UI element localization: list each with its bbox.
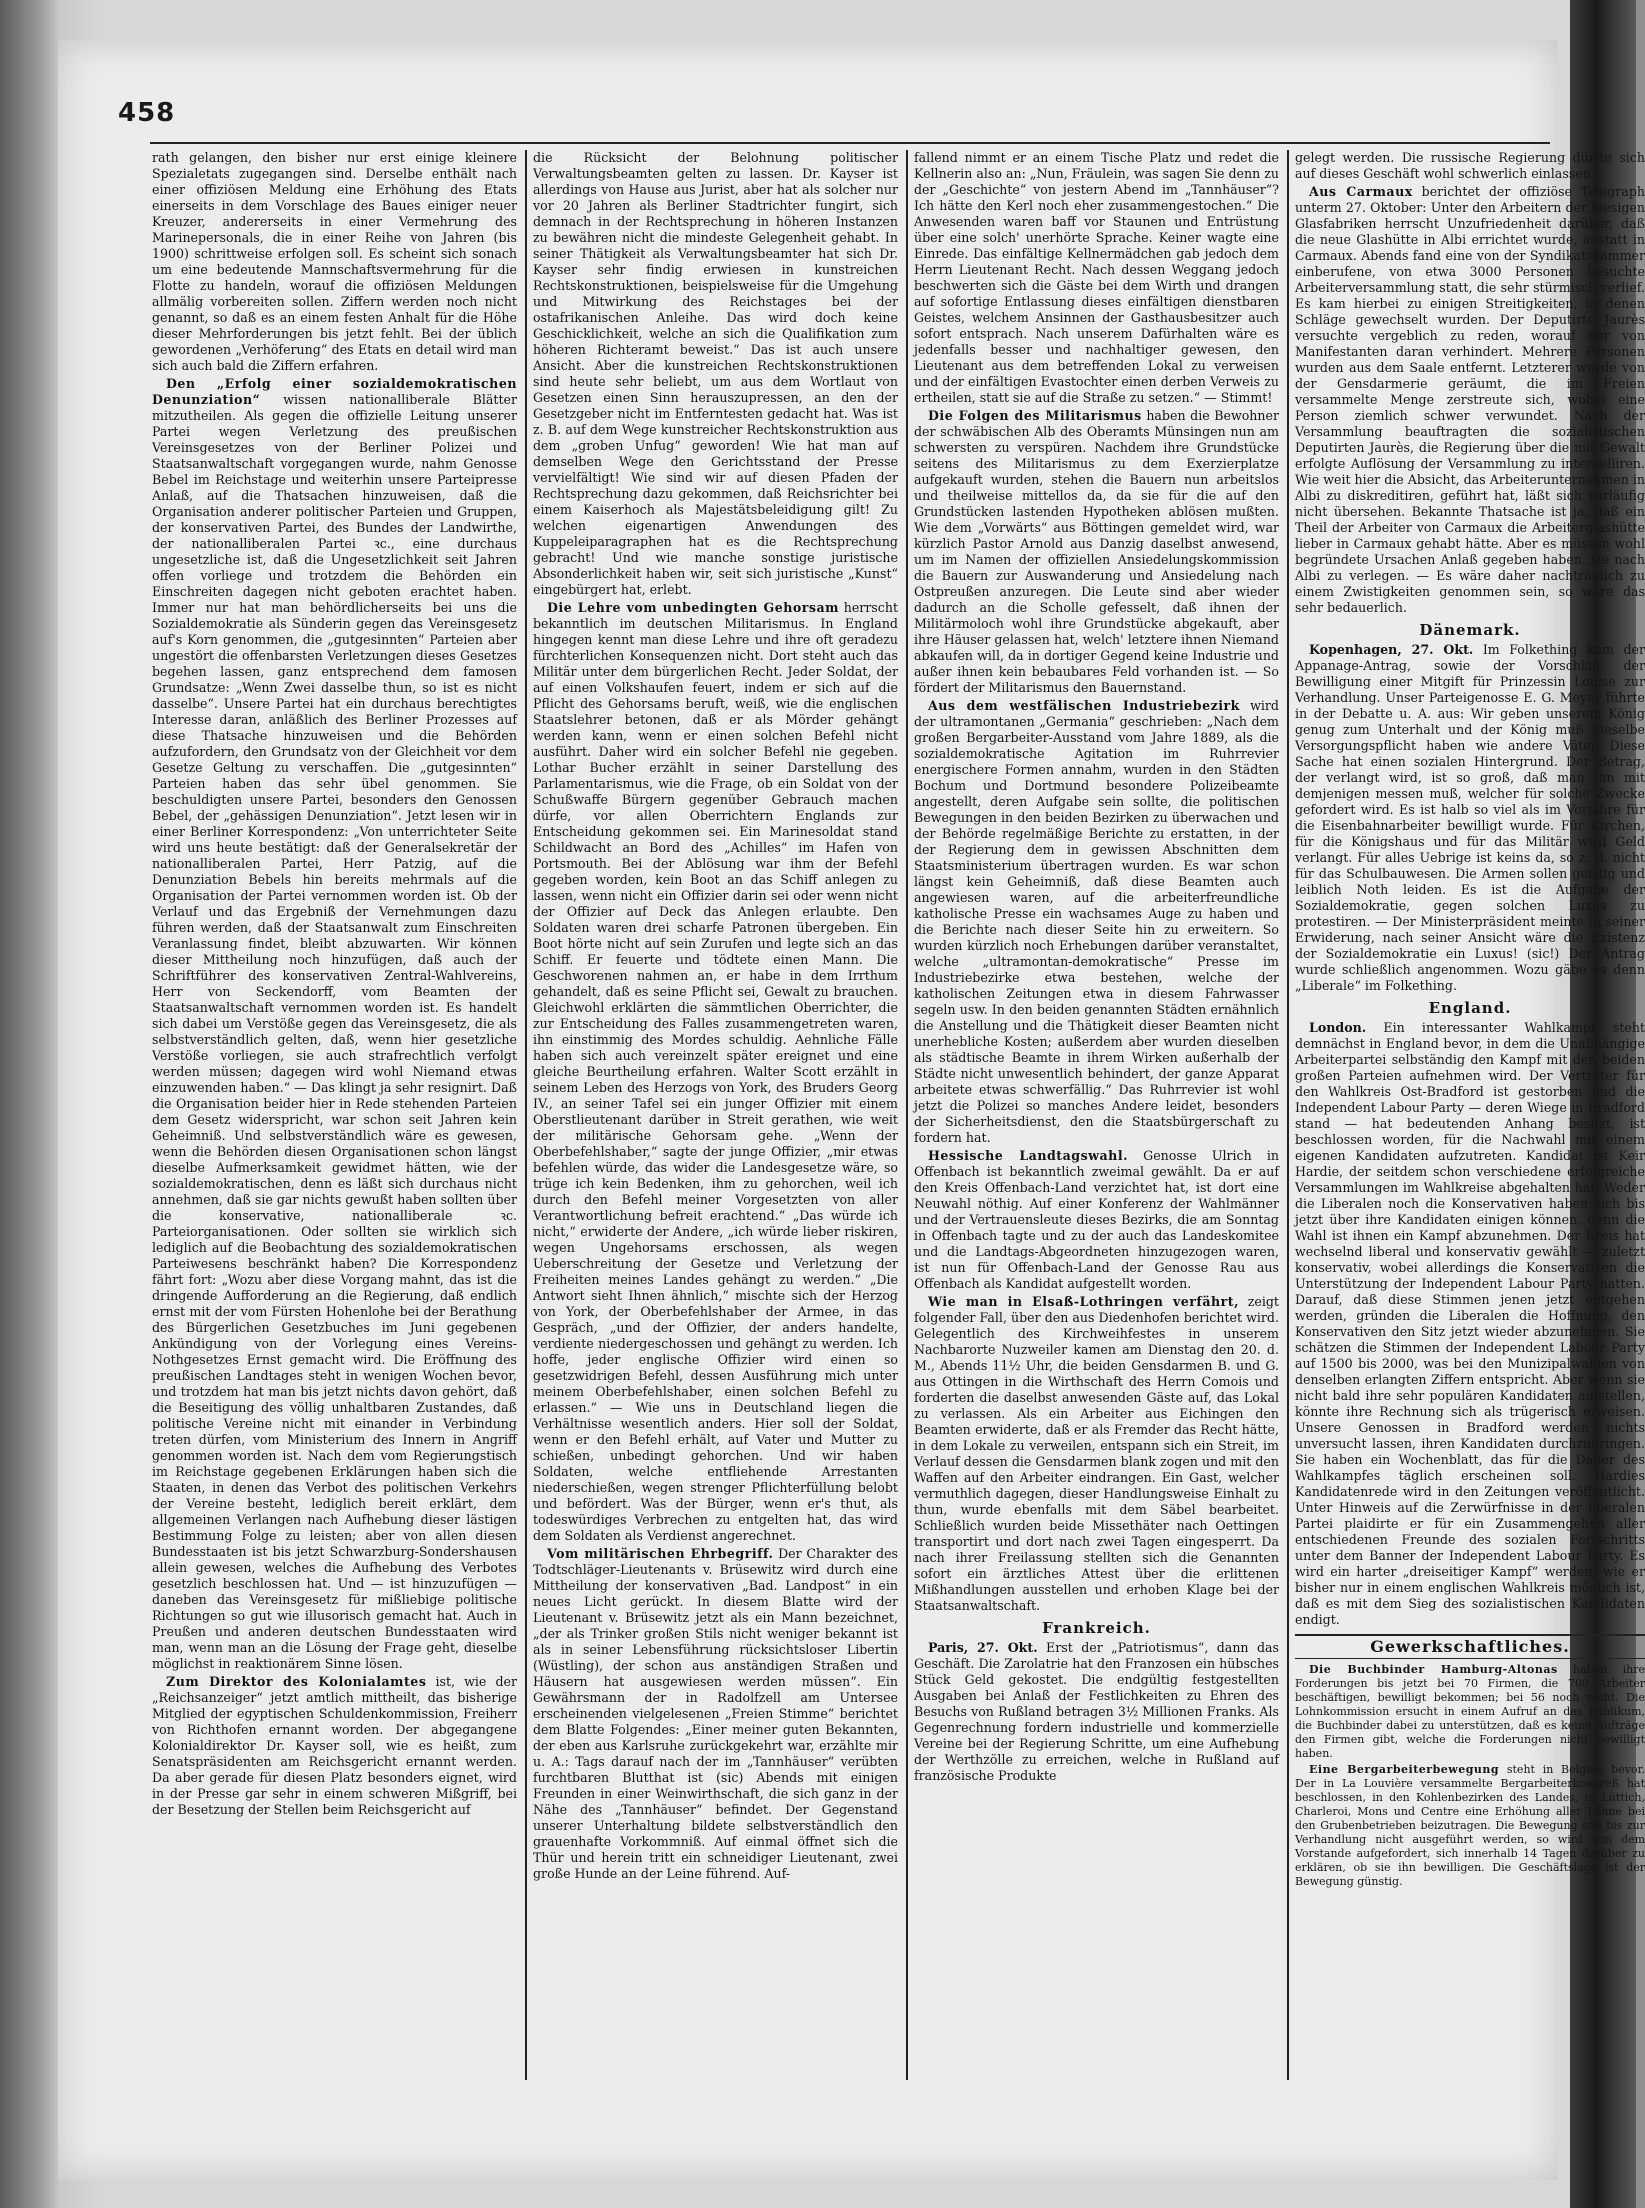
article-dateline: Kopenhagen, 27. Okt. (1309, 642, 1474, 657)
article-heading: Zum Direktor des Kolonialamtes (166, 1674, 427, 1689)
article-paragraph (1295, 184, 1645, 616)
article-heading: Den „Erfolg einer sozialdemokratischen Denunziation“ (152, 376, 517, 407)
article-text: berichtet der offiziöse Telegraph unterm 27. Oktober: Unter den Arbeitern der hiesigen Glasfabriken herrscht Unzufriedenheit darüber, daß die neue Glashütte in Albi errichtet wurde, anstatt in Carmaux. Abends fand eine von der Syndikatskammer einberufene, von etwa 3000 Personen besuchte Arbeiterversammlung statt, die sehr stürmisch verlief. Es kam hierbei zu einigen Streitigkeiten, in denen Schläge gewechselt wurden. Der Deputirte Jaurès versuchte vergeblich zu reden, worauf der von Manifestanten daran verhindert. Mehrere Personen wurden aus dem Saale entfernt. Letzterer wurde von der Gensdarmerie geräumt, die im Freien versammelte Menge zerstreute sich, wobei eine Person ziemlich schwer verwundet. Nach der Versammlung beauftragten die sozialistischen Deputirten Jaurès, die Regierung über die mit Gewalt erfolgte Auflösung der Versammlung zu interpelliren. Wie weit hier die Absicht, das Arbeiterunternehmen in Albi zu diskreditiren, geführt hat, läßt sich vorläufig nicht übersehen. Bekannte Thatsache ist ja, daß ein Theil der Arbeiter von Carmaux die Arbeiterglashütte lieber in Carmaux gehabt hätte. Aber es müssen wohl begründete Ursachen Anlaß gegeben haben, sie nach Albi zu verlegen. — Es wäre daher nachträglich zu einem Zwistigkeiten genommen sein, so wäre das sehr bedauerlich. (1295, 184, 1645, 615)
article-heading: Eine Bergarbeiterbewegung (1309, 1763, 1500, 1776)
section-title: England. (1428, 999, 1512, 1017)
article-text: zeigt folgender Fall, über den aus Diedenhofen berichtet wird. Gelegentlich des Kirchweihfestes in unserem Nachbarorte Nuzweiler kamen am Dienstag den 20. d. M., Abends 11½ Uhr, die beiden Gensdarmen B. und G. aus Ottingen in die Wirthschaft des Herrn Comois und forderten die daselbst anwesenden Gäste auf, das Lokal zu verlassen. Als ein Arbeiter aus Eichingen den Beamten erwiderte, daß er als Fremder das Recht hätte, in dem Lokale zu verweilen, entspann sich ein Streit, im Verlauf dessen die Gensdarmen blank zogen und mit den Waffen auf den Arbeiter eindrangen. Ein Gast, welcher vermuthlich dagegen, dieser Handlungsweise Einhalt zu thun, wurde ebenfalls mit dem Säbel bearbeitet. Schließlich wurden beide Missethäter nach Oettingen transportirt und dort nach zwei Tagen eingesperrt. Da nach ihrer Freilassung stellten sich die Genannten sofort ein ärztliches Attest über die erlittenen Mißhandlungen ausstellen und erhoben Klage bei der Staatsanwaltschaft. (914, 1294, 1279, 1613)
article-paragraph (914, 1294, 1279, 1614)
article-text: gelegt werden. Die russische Regierung dürfte sich auf dieses Geschäft wohl schwerlich einlassen. (1295, 150, 1645, 181)
article-text: fallend nimmt er an einem Tische Platz und redet die Kellnerin also an: „Nun, Fräulein, was sagen Sie denn zu der „Geschichte“ von jestern Abend im „Tannhäuser“? Ich hätte den Kerl noch eher zusammengestochen.“ Die Anwesenden waren baff vor Staunen und Entrüstung über eine solch' unerhörte Sprache. Keiner wagte eine Einrede. Das einfältige Kellnermädchen gab jedoch dem Herrn Lieutenant Recht. Nach dessen Weggang jedoch beschwerten sich die Gäste bei dem Wirth und drangen auf sofortige Entlassung dieses einfältigen dienstbaren Geistes, welchem Ansinnen der Gasthausbesitzer auch sofort entsprach. Nach unserem Dafürhalten wäre es jedenfalls besser und nachhaltiger gewesen, den Lieutenant aus dem betreffenden Lokal zu verweisen und der einfältigen Evastochter einen derben Verweis zu ertheilen, statt sie auf die Straße zu setzen.“ — Stimmt! (914, 150, 1279, 405)
article-heading: Vom militärischen Ehrbegriff. (547, 1546, 774, 1561)
article-heading: Aus Carmaux (1309, 184, 1413, 199)
article-text: wissen nationalliberale Blätter mitzutheilen. Als gegen die offizielle Leitung unserer Partei wegen Verletzung des preußischen Vereinsgesetzes von der Berliner Polizei und Staatsanwaltschaft vorgegangen wurde, nahm Genosse Bebel im Reichstage und weiterhin unsere Parteipresse Anlaß, auf die Thatsachen hinzuweisen, daß die Organisation anderer politischer Parteien und Gruppen, der konservativen Partei, des Bundes der Landwirthe, der nationalliberalen Partei ꝛc., eine durchaus ungesetzliche ist, daß die Ungesetzlichkeit seit Jahren offen vorliege und trotzdem die Behörden ein Einschreiten dagegen nicht geboten erachtet haben. Immer nur hat man behördlicherseits bei uns die Sozialdemokratie als Sünderin gegen das Vereinsgesetz auf's Korn genommen, die „gutgesinnten“ Parteien aber ungestört die offenbarsten Verletzungen dieses Gesetzes begehen lassen, ganz entsprechend dem famosen Grundsatze: „Wenn Zwei dasselbe thun, so ist es nicht dasselbe“. Unsere Partei hat ein durchaus berechtigtes Interesse daran, anläßlich des Berliner Prozesses auf diese Thatsache hinzuweisen und die Behörden aufzufordern, den Grundsatz von der Gleichheit vor dem Gesetze Geltung zu verschaffen. Die „gutgesinnten“ Parteien haben das sehr übel genommen. Sie beschuldigten unsere Partei, besonders den Genossen Bebel, der „gehässigen Denunziation“. Jetzt lesen wir in einer Berliner Korrespondenz: „Von unterrichteter Seite wird uns heute bestätigt: daß der Generalsekretär der nationalliberalen Partei, Herr Patzig, auf die Denunziation Bebels hin bereits mehrmals auf die Organisation der Partei vernommen worden ist. Ob der Verlauf und das Ergebniß der Vernehmungen dazu führen werden, daß der Staatsanwalt zum Einschreiten Veranlassung findet, bleibt abzuwarten. Wir können dieser Mittheilung noch hinzufügen, daß auch der Schriftführer des konservativen Zentral-Wahlvereins, Herr von Seckendorff, vom Beamten der Staatsanwaltschaft vernommen worden ist. Es handelt sich dabei um Verstöße gegen das Vereinsgesetz, die als selbstverständlich gelten, daß, wenn hier gesetzliche Verstöße vorliegen, sie auch strafrechtlich verfolgt werden müssen; dagegen wird wohl Niemand etwas einzuwenden haben.“ — Das klingt ja sehr resignirt. Daß die Organisation beider hier in Rede stehenden Parteien dem Gesetz widerspricht, war schon seit Jahren kein Geheimniß. Und selbstverständlich wäre es gewesen, wenn die Behörden diesen Organisationen schon längst dieselbe Aufmerksamkeit gewidmet hätten, wie der sozialdemokratischen, denn es läßt sich durchaus nicht annehmen, daß sie gar nichts gewußt haben sollten über die konservative, nationalliberale ꝛc. Parteiorganisationen. Oder sollten sie wirklich sich lediglich auf die Beobachtung des sozialdemokratischen Parteiwesens beschränkt haben? Die Korrespondenz fährt fort: „Wozu aber diese Vorgang mahnt, das ist die dringende Aufforderung an die Regierung, daß endlich ernst mit der vom Fürsten Hohenlohe bei der Berathung des Bürgerlichen Gesetzbuches im Juni gegebenen Ankündigung von der Vorlegung eines Vereins-Nothgesetzes Ernst gemacht wird. Die Eröffnung des preußischen Landtages steht in wenigen Wochen bevor, und trotzdem hat man bis jetzt nichts davon gehört, daß die Beseitigung des völlig unhaltbaren Zustandes, daß politische Vereine nicht mit einander in Verbindung treten dürfen, vom Ministerium des Innern in Angriff genommen worden ist. Nach dem vom Regierungstisch im Reichstage gegebenen Erklärungen haben sich die Staaten, in denen das Verbot des politischen Verkehrs der Vereine besteht, lediglich bereit erklärt, dem allgemeinen Verlangen nach Aufhebung dieser lästigen Bestimmung Folge zu leisten; aber von allen diesen Bundesstaaten ist bis jetzt Schwarzburg-Sondershausen allein gewesen, welches die Aufhebung des Verbotes gesetzlich beschlossen hat. Und — ist hinzuzufügen — daneben das Vereinsgesetz für mißliebige politische Richtungen so gut wie illusorisch gemacht hat. Auch in Preußen und anderen deutschen Bundesstaaten wird man, wenn man an die Lösung der Frage geht, dieselbe möglichst in reaktionärem Sinne lösen. (152, 392, 517, 1671)
article-heading: Die Buchbinder Hamburg-Altonas (1309, 1663, 1558, 1676)
column-2 (533, 150, 898, 2080)
article-paragraph (914, 698, 1279, 1146)
article-text: die Rücksicht der Belohnung politischer Verwaltungsbeamten gelten zu lassen. Dr. Kayser ist allerdings von Hause aus Jurist, aber hat als solcher nur vor 20 Jahren als Berliner Stadtrichter fungirt, sich demnach in der Rechtsprechung in höheren Instanzen zu bewähren nicht die mindeste Gelegenheit gehabt. In seiner Thätigkeit als Verwaltungsbeamter hat sich Dr. Kayser sehr findig erwiesen in kunstreichen Rechtskonstruktionen, beispielsweise für die Umgehung und Mitwirkung des Reichstages bei der ostafrikanischen Anleihe. Das wird doch keine Geschicklichkeit, welche an sich die Qualifikation zum höheren Richteramt beweist.“ Das ist auch unsere Ansicht. Aber die kunstreichen Rechtskonstruktionen sind heute sehr beliebt, um aus dem Wortlaut von Gesetzen einen Sinn herauszupressen, an den der Gesetzgeber nicht im Entferntesten gedacht hat. Was ist z. B. auf dem Wege kunstreicher Rechtskonstruktion aus dem „groben Unfug“ geworden! Wie hat man auf demselben Wege den Gerichtsstand der Presse vervielfältigt! Wie sind wir auf diesen Pfaden der Rechtsprechung dazu gekommen, daß Reichsrichter bei einem Kaiserhoch als Majestätsbeleidigung gilt! Zu welchen eigenartigen Anwendungen des Kuppeleiparagraphen hat es die Rechtsprechung gebracht! Und wie manche sonstige juristische Absonderlichkeit haben wir, seit sich juristische „Kunst“ eingebürgert hat, erlebt. (533, 150, 898, 597)
article-text: Genosse Ulrich in Offenbach ist bekanntlich zweimal gewählt. Da er auf den Kreis Offenbach-Land verzichtet hat, ist dort eine Neuwahl nöthig. Auf einer Konferenz der Wahlmänner und der Vertrauensleute dieses Bezirks, die am Sonntag in Offenbach tagte und zu der auch das Landeskomitee und die Landtags-Abgeordneten hinzugezogen waren, ist nun für Offenbach-Land der Genosse Rau aus Offenbach als Kandidat aufgestellt worden. (914, 1148, 1279, 1291)
column-1 (152, 150, 517, 2080)
page-number: 458 (118, 98, 176, 128)
article-paragraph (152, 1674, 517, 1818)
column-divider (1287, 150, 1289, 2080)
article-paragraph (533, 600, 898, 1544)
article-text: wird der ultramontanen „Germania“ geschrieben: „Nach dem großen Bergarbeiter-Ausstand vom Jahre 1889, als die sozialdemokratische Agitation im Ruhrrevier energischere Formen annahm, wurden in den Städten Bochum und Dortmund besondere Polizeibeamte angestellt, deren Aufgabe sein sollte, die politischen Bewegungen in den beiden Bezirken zu überwachen und der Behörde regelmäßige Berichte zu erstatten, in der der Regierung dem in gewissen Abschnitten dem Staatsministerium übertragen wurden. Es war schon längst kein Geheimniß, daß diese Beamten auch angewiesen waren, auf die arbeiterfreundliche katholische Presse ein wachsames Auge zu haben und die Berichte nach dieser Seite hin zu erweitern. So wurden kürzlich noch Erhebungen darüber veranstaltet, welche „ultramontan-demokratische“ Presse im Industriebezirke etwa bestehen, welche der katholischen Zeitungen etwa in diesem Fahrwasser segeln usw. In den beiden genannten Städten ernähnlich die Anstellung und die Thätigkeit dieser Beamten nicht unerhebliche Kosten; außerdem aber wurden dieselben als städtische Beamte in ihrem Wirken außerhalb der Städte nicht unwesentlich behindert, der ganze Apparat arbeitete etwas schwerfällig.“ Das Ruhrrevier ist wohl jetzt die Polizei so manches Andere leidet, besonders der Sicherheitsdienst, den die Staatsbürgerschaft zu fordern hat. (914, 698, 1279, 1145)
article-paragraph (914, 1640, 1279, 1784)
article-dateline: London. (1309, 1020, 1367, 1035)
article-paragraph (152, 150, 517, 374)
column-divider (525, 150, 527, 2080)
article-heading: Die Folgen des Militarismus (928, 408, 1142, 423)
article-text: herrscht bekanntlich im deutschen Militarismus. In England hingegen kennt man diese Lehre und ihre oft geradezu fürchterlichen Konsequenzen nicht. Dort steht auch das Militär unter dem bürgerlichen Recht. Jeder Soldat, der auf einen Volkshaufen feuert, indem er sich auf die Pflicht des Gehorsams beruft, weiß, wie die englischen Staatslehrer betonen, daß er als Mörder gehängt werden kann, wenn er einen solchen Befehl nicht ausführt. Daher wird ein solcher Befehl nie gegeben. Lothar Bucher erzählt in seiner Darstellung des Parlamentarismus, wie die Frage, ob ein Soldat von der Schußwaffe Bürgern gegenüber Gebrauch machen dürfe, vor allen Oberrichtern Englands zur Entscheidung gekommen sei. Ein Marinesoldat stand Schildwacht an Bord des „Achilles“ im Hafen von Portsmouth. Bei der Ablösung war ihm der Befehl gegeben worden, kein Boot an das Schiff anlegen zu lassen, wenn nicht ein Offizier darin sei oder wenn nicht der Offizier auf Deck das Anlegen erlaubte. Den Soldaten waren drei scharfe Patronen übergeben. Ein Boot hörte nicht auf sein Zurufen und legte sich an das Schiff. Er feuerte und tödtete einen Mann. Die Geschworenen nahmen an, er habe in dem Irrthum gehandelt, daß es seine Pflicht sei, Gewalt zu brauchen. Gleichwohl erklärten die sämmtlichen Oberrichter, die zur Entscheidung des Falles zusammengetreten waren, ihn einstimmig des Mordes schuldig. Aehnliche Fälle haben sich auch vereinzelt später ereignet und eine gleiche Beurtheilung erfahren. Walter Scott erzählt in seinem Leben des Herzogs von York, des Bruders Georg IV., an seiner Tafel sei ein junger Offizier mit einem Oberstlieutenant darüber in Streit gerathen, wie weit der militärische Gehorsam gehe. „Wenn der Oberbefehlshaber,“ sagte der junge Offizier, „mir etwas befehlen würde, das wider die Landesgesetze wäre, so trüge ich kein Bedenken, ihm zu gehorchen, weil ich durch den Befehl meiner Vorgesetzten von aller Verantwortlichung befreit erachtend.“ „Das würde ich nicht,“ erwiderte der Andere, „ich würde lieber riskiren, wegen Ungehorsams erschossen, als wegen Ueberschreitung der Gesetze und Verletzung der Freiheiten meines Landes gehängt zu werden.“ „Die Antwort sieht Ihnen ähnlich,“ mischte sich der Herzog von York, der Oberbefehlshaber der Armee, in das Gespräch, „und der Offizier, der anders handelte, verdiente niedergeschossen und gehängt zu werden. Ich hoffe, jeder englische Offizier wird einen so gesetzwidrigen Befehl, dessen Ausführung mich unter meinem Oberbefehlshaber, einen solchen Befehl zu erlassen.“ — Wie uns in Deutschland liegen die Verhältnisse wesentlich anders. Hier soll der Soldat, wenn er den Befehl erhält, auf Vater und Mutter zu schießen, unbedingt gehorchen. Und wir haben Soldaten, welche entfliehende Arrestanten niederschießen, wegen strenger Pflichterfüllung belobt und befördert. Was der Bürger, wenn er's thut, als todeswürdiges Verbrechen zu entgelten hat, das wird dem Soldaten als Verdienst angerechnet. (533, 600, 898, 1543)
article-text: ist, wie der „Reichsanzeiger“ jetzt amtlich mittheilt, das bisherige Mitglied der egyptischen Schuldenkommission, Freiherr von Richthofen ernannt worden. Der abgegangene Kolonialdirektor Dr. Kayser soll, wie es heißt, zum Senatspräsidenten am Reichsgericht ernannt werden. Da aber gerade für diesen Platz besonders eignet, wird in der Presse gar sehr in einem schweren Mißgriff, bei der Besetzung der Stellen beim Reichsgericht auf (152, 1674, 517, 1817)
section-title: Dänemark. (1419, 621, 1521, 639)
article-heading: Wie man in Elsaß-Lothringen verfährt, (928, 1294, 1240, 1309)
article-heading: Aus dem westfälischen Industriebezirk (928, 698, 1240, 713)
article-paragraph (1295, 150, 1645, 182)
article-paragraph (914, 150, 1279, 406)
article-paragraph (1295, 642, 1645, 994)
section-title: Gewerkschaftliches. (1295, 1634, 1645, 1659)
article-paragraph (914, 408, 1279, 696)
section-title: Frankreich. (1042, 1619, 1151, 1637)
article-text: Im Folkething kam der Appanage-Antrag, sowie der Vorschlag der Bewilligung einer Mitgift für Prinzessin Louise zur Verhandlung. Unser Parteigenosse E. G. Meyer führte in der Debatte u. A. aus: Wir geben unserem König genug zum Unterhalt und der König muß dieselbe Versorgungspflicht haben wie andere Väter. Diese Sache hat einen sozialen Hintergrund. Der Betrag, der verlangt wird, ist so groß, daß man ihn mit demjenigen messen muß, welcher für solche Zwecke gefordert wird. Es ist halb so viel als im Vorjahre für die Eisenbahnarbeiter bewilligt wurde. Für Kirchen, für die Königshaus und für das Militär wird Geld verlangt. Für alles Uebrige ist keins da, so z. B. nicht für das Schulbauwesen. Die Armen sollen geistig und leiblich Noth leiden. Es ist die Aufgabe der Sozialdemokratie, gegen solchen Luxus zu protestiren. — Der Ministerpräsident meinte in seiner Erwiderung, nach seiner Ansicht wäre die Existenz der Sozialdemokratie ein Luxus! (sic!) Der Antrag wurde schließlich angenommen. Wozu gäbe es denn „Liberale“ im Folkething. (1295, 642, 1645, 993)
article-text: rath gelangen, den bisher nur erst einige kleinere Spezialetats zugegangen sind. Derselbe enthält nach einer offiziösen Meldung eine Erhöhung des Etats einerseits in dem Vorschlage des Baues einiger neuer Kreuzer, andererseits in einer Vermehrung des Marinepersonals, die in einer Reihe von Jahren (bis 1900) schrittweise erfolgen soll. Es scheint sich sonach um eine bedeutende Mannschaftsvermehrung für die Flotte zu handeln, worauf die offiziösen Meldungen allmälig vorbereiten sollen. Ziffern werden noch nicht genannt, so daß es an einem festen Anhalt für die Höhe dieser Mehrforderungen bis jetzt fehlt. Bei der üblich gewordenen „Verhöferung“ des Etats en detail wird man sich auch bald die Ziffern erfahren. (152, 150, 517, 373)
header-rule (150, 142, 1550, 144)
article-paragraph (1295, 1763, 1645, 1889)
article-heading: Die Lehre vom unbedingten Gehorsam (547, 600, 839, 615)
article-heading: Hessische Landtagswahl. (928, 1148, 1128, 1163)
column-3 (914, 150, 1279, 2080)
article-text: haben ihre Forderungen bis jetzt bei 70 Firmen, die 700 Arbeiter beschäftigen, bewilligt bekommen; bei 56 noch nicht. Die Lohnkommission ersucht in einem Aufruf an das Publikum, die Buchbinder dabei zu unterstützen, daß es keine Aufträge den Firmen gibt, welche die Forderungen nicht bewilligt haben. (1295, 1663, 1645, 1760)
column-divider (906, 150, 908, 2080)
article-text: Ein interessanter Wahlkampf steht demnächst in England bevor, in dem die Unabhängige Arbeiterpartei selbständig den Kampf mit den beiden großen Parteien aufnehmen wird. Der Vertreter für den Wahlkreis Ost-Bradford ist gestorben und die Independent Labour Party — deren Wiege in Bradford stand — hat bedeutenden Anhang besitzt, ist beschlossen worden, für die Nachwahl mit einem eigenen Kandidaten aufzutreten. Kandidat ist Keir Hardie, der seitdem schon verschiedene erfolgreiche Versammlungen im Wahlkreise abgehalten hat. Weder die Liberalen noch die Konservativen haben sich bis jetzt über ihre Kandidaten einigen können, denn die Wahl ist ihnen ein Kampf abzunehmen. Der Kreis hat wechselnd liberal und konservativ gewählt — zuletzt konservativ, wobei allerdings die Konservativen die Unterstützung der Independent Labour Party hatten. Darauf, daß diese Stimmen jenen jetzt entgehen werden, gründen die Liberalen die Hoffnung, den Konservativen den Sitz jetzt wieder abzunehmen. Sie schätzen die Stimmen der Independent Labour Party auf 1500 bis 2000, was bei den Munizipalwahlen von denselben erlangten Ziffern entspricht. Aber wenn sie nicht bald ihre sehr populären Kandidaten aufstellen, könnte ihre Rechnung sich als trügerisch erweisen. Unsere Genossen in Bradford werden nichts unversucht lassen, ihren Kandidaten durchzubringen. Sie haben ein Wochenblatt, das für die Dauer des Wahlkampfes täglich erscheinen soll. Hardies Kandidatenrede wird in den Zeitungen veröffentlicht. Unter Hinweis auf die Zerwürfnisse in der liberalen Partei plaidirte er für ein Zusammengehen aller entschiedenen Freunde des sozialen Fortschritts unter dem Banner der Independent Labour Party. Es wird ein harter „dreiseitiger Kampf“ werden, wie er bisher nur in einem englischen Wahlkreis möglich ist, daß es mit dem Sieg des sozialistischen Kandidaten endigt. (1295, 1020, 1645, 1627)
article-text: Erst der „Patriotismus“, dann das Geschäft. Die Zarolatrie hat den Franzosen ein hübsches Stück Geld gekostet. Die endgültig festgestellten Ausgaben bei Anlaß der Festlichkeiten zu Ehren des Besuchs von Rußland betragen 3½ Millionen Franks. Als Gegenrechnung fordern industrielle und kommerzielle Vereine bei der Regierung Schritte, um eine Aufhebung der Werthzölle zu erreichen, welche in Rußland auf französische Produkte (914, 1640, 1279, 1783)
column-4 (1295, 150, 1645, 2080)
article-paragraph (914, 1148, 1279, 1292)
article-paragraph (1295, 1020, 1645, 1628)
article-paragraph (152, 376, 517, 1672)
article-text: Der Charakter des Todtschläger-Lieutenants v. Brüsewitz wird durch eine Mittheilung der konservativen „Bad. Landpost“ in ein neues Licht gerückt. In diesem Blatte wird der Lieutenant v. Brüsewitz jetzt als ein Mann bezeichnet, „der als Trinker großen Stils nicht weniger bekannt ist als in seiner Lebensführung rücksichtsloser Libertin (Wüstling), der schon aus anständigen Straßen und Häusern hat ausgewiesen werden müssen“. Ein Gewährsmann der in Radolfzell am Untersee erscheinenden vielgelesenen „Freien Stimme“ berichtet dem Blatte Folgendes: „Einer meiner guten Bekannten, der eben aus Karlsruhe zurückgekehrt war, erzählte mir u. A.: Tags darauf nach der im „Tannhäuser“ verübten furchtbaren Blutthat ist (sic) Abends mit einigen Freunden in einer Weinwirthschaft, die sich ganz in der Nähe des „Tannhäuser“ befindet. Der Gegenstand unserer Unterhaltung bildete selbstverständlich den grauenhafte Vorkommniß. Auf einmal öffnet sich die Thür und herein tritt ein schneidiger Lieutenant, zwei große Hunde an der Leine führend. Auf- (533, 1546, 898, 1881)
article-text: haben die Bewohner der schwäbischen Alb des Oberamts Münsingen nun am schwersten zu verspüren. Nachdem ihre Grundstücke seitens des Militarismus zu dem Exerzierplatze aufgekauft wurden, stehen die Bauern nun arbeitslos und theilweise mittellos da, da sie für die auf den Grundstücken lastenden Hypotheken ablösen mußten. Wie dem „Vorwärts“ aus Böttingen gemeldet wird, war kürzlich Pastor Arnold aus Danzig daselbst anwesend, um im Namen der offiziellen Ansiedelungskommission die Bauern zur Auswanderung und Ansiedelung nach Ostpreußen anzuregen. Die Leute sind aber wieder dadurch an die Scholle gefesselt, daß ihnen der Militärmoloch wohl ihre Grundstücke abgekauft, aber ihre Häuser gelassen hat, welch' letztere ihnen Niemand abkaufen will, da in dortiger Gegend keine Industrie und außer ihnen kein bebaubares Feld vorhanden ist. — So fördert der Militarismus den Bauernstand. (914, 408, 1280, 695)
article-paragraph (533, 1546, 898, 1882)
article-dateline: Paris, 27. Okt. (928, 1640, 1038, 1655)
article-paragraph (533, 150, 898, 598)
article-paragraph (1295, 1663, 1645, 1761)
article-text: steht in Belgien bevor. Der in La Louvière versammelte Bergarbeiterkongreß hat beschlossen, in den Kohlenbezirken des Landes, in Lüttich, Charleroi, Mons und Centre eine Erhöhung aller Löhne bei den Grubenbetrieben beizutragen. Die Bewegung soll bis zur Verhandlung nicht ausgeführt werden, so wird von dem Vorstande aufgefordert, sich innerhalb 14 Tagen darüber zu erklären, ob sie ihn bewilligen. Die Geschäftslage ist der Bewegung günstig. (1295, 1763, 1645, 1888)
